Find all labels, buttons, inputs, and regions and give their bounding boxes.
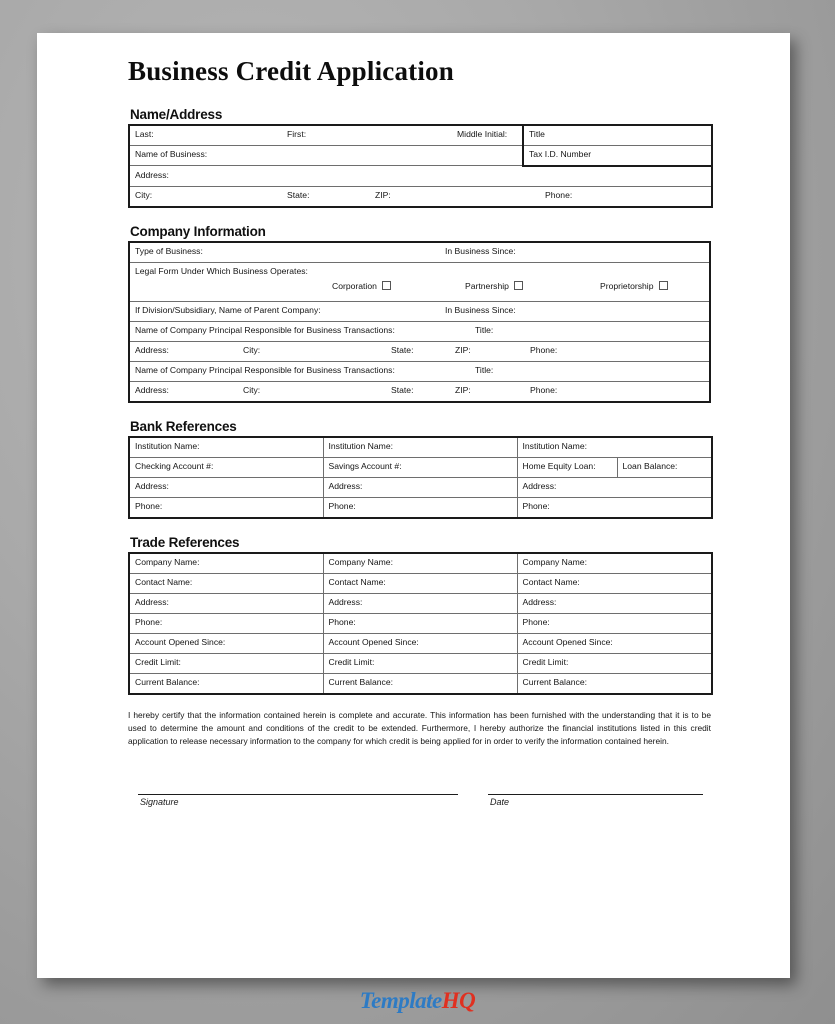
- cell-trade-2-balance[interactable]: [323, 673, 517, 694]
- label-principal-1-city: City:: [243, 344, 261, 355]
- label-principal-1-title: Title:: [475, 324, 494, 335]
- logo-text-template: Template: [359, 988, 442, 1013]
- table-row: [129, 186, 712, 207]
- cell-trade-1-contact[interactable]: [129, 573, 323, 593]
- label-in-business-since: In Business Since:: [445, 245, 516, 256]
- cell-bank-1-phone[interactable]: [129, 497, 323, 518]
- label-principal-2: Name of Company Principal Responsible for Business Transactions:: [135, 364, 395, 375]
- cell-bank-2-institution[interactable]: [323, 437, 517, 458]
- cell-trade-3-address[interactable]: [517, 593, 712, 613]
- section-heading-company-information: Company Information: [130, 223, 266, 239]
- option-corporation-label: Corporation: [332, 280, 377, 291]
- cell-title[interactable]: [523, 125, 712, 146]
- label-trade-1-limit: Credit Limit:: [135, 656, 181, 667]
- label-name-of-business: Name of Business:: [135, 148, 208, 159]
- table-row: [129, 497, 712, 518]
- label-trade-2-address: Address:: [328, 596, 363, 607]
- bank-references-table: [128, 436, 713, 519]
- cell-bank-2-account[interactable]: [323, 457, 517, 477]
- label-trade-3-address: Address:: [522, 596, 557, 607]
- section-heading-trade-references: Trade References: [130, 534, 240, 550]
- label-principal-2-title: Title:: [475, 364, 494, 375]
- cell-trade-1-address[interactable]: [129, 593, 323, 613]
- cell-legal-form[interactable]: [129, 262, 710, 301]
- cell-trade-3-phone[interactable]: [517, 613, 712, 633]
- table-row: [129, 125, 712, 146]
- label-bank-1-institution: Institution Name:: [135, 440, 200, 451]
- table-row: [129, 613, 712, 633]
- label-last: Last:: [135, 128, 154, 139]
- label-checking-account: Checking Account #:: [135, 460, 214, 471]
- cell-loan-balance[interactable]: [617, 457, 712, 477]
- label-state: State:: [287, 189, 310, 200]
- label-middle-initial: Middle Initial:: [457, 128, 508, 139]
- cell-principal-1-address[interactable]: [129, 341, 710, 361]
- name-address-table: [128, 124, 713, 208]
- cell-trade-2-limit[interactable]: [323, 653, 517, 673]
- cell-trade-2-company[interactable]: [323, 553, 517, 574]
- option-partnership[interactable]: [465, 281, 523, 291]
- checkbox-partnership-icon[interactable]: [514, 281, 523, 290]
- label-savings-account: Savings Account #:: [328, 460, 402, 471]
- label-trade-1-opened: Account Opened Since:: [135, 636, 226, 647]
- date-label: Date: [490, 796, 510, 807]
- cell-type-of-business[interactable]: [129, 242, 710, 263]
- cell-bank-1-account[interactable]: [129, 457, 323, 477]
- label-bank-3-address: Address:: [522, 480, 557, 491]
- cell-person-names[interactable]: [129, 125, 523, 146]
- table-row: [129, 593, 712, 613]
- cell-principal-1[interactable]: [129, 321, 710, 341]
- cell-bank-3-address[interactable]: [517, 477, 712, 497]
- label-principal-1-zip: ZIP:: [455, 344, 471, 355]
- label-principal-2-address: Address:: [135, 384, 169, 395]
- cell-trade-1-phone[interactable]: [129, 613, 323, 633]
- cell-bank-1-address[interactable]: [129, 477, 323, 497]
- label-bank-3-institution: Institution Name:: [522, 440, 587, 451]
- label-principal-1-phone: Phone:: [530, 344, 558, 355]
- label-trade-2-company: Company Name:: [328, 556, 393, 567]
- cell-trade-2-phone[interactable]: [323, 613, 517, 633]
- table-row: [129, 242, 710, 263]
- document-page: [37, 33, 790, 978]
- cell-address[interactable]: [129, 166, 712, 187]
- label-bank-1-address: Address:: [135, 480, 169, 491]
- label-trade-2-balance: Current Balance:: [328, 676, 393, 687]
- cell-trade-2-opened[interactable]: [323, 633, 517, 653]
- label-city: City:: [135, 189, 153, 200]
- templatehq-logo: [0, 988, 835, 1014]
- label-trade-2-opened: Account Opened Since:: [328, 636, 419, 647]
- checkbox-corporation-icon[interactable]: [382, 281, 391, 290]
- label-bank-2-institution: Institution Name:: [328, 440, 393, 451]
- section-heading-bank-references: Bank References: [130, 418, 237, 434]
- cell-bank-3-phone[interactable]: [517, 497, 712, 518]
- label-first: First:: [287, 128, 307, 139]
- table-row: [129, 477, 712, 497]
- certification-text: I hereby certify that the information contained herein is complete and accurate. This information has been furnished with the understanding that it is to be used to determine the amount and conditions of the credit to be extended. Furthermore, I hereby authorize the financial institutions listed in this credit application to release necessary information to the company for which credit is being applied for in order to verify the information contained herein.: [128, 709, 711, 746]
- table-row: [129, 341, 710, 361]
- label-trade-1-company: Company Name:: [135, 556, 200, 567]
- label-trade-1-balance: Current Balance:: [135, 676, 200, 687]
- cell-bank-3-institution[interactable]: [517, 437, 712, 458]
- label-phone: Phone:: [545, 189, 573, 200]
- table-row: [129, 553, 712, 574]
- label-trade-3-contact: Contact Name:: [522, 576, 580, 587]
- label-trade-1-phone: Phone:: [135, 616, 163, 627]
- cell-home-equity-loan[interactable]: [517, 457, 617, 477]
- option-proprietorship[interactable]: [600, 281, 668, 291]
- label-loan-balance: Loan Balance:: [622, 460, 678, 471]
- label-trade-3-phone: Phone:: [522, 616, 550, 627]
- label-principal-2-zip: ZIP:: [455, 384, 471, 395]
- cell-trade-2-address[interactable]: [323, 593, 517, 613]
- cell-trade-1-opened[interactable]: [129, 633, 323, 653]
- signature-block: [128, 794, 711, 828]
- label-trade-3-balance: Current Balance:: [522, 676, 587, 687]
- cell-trade-1-company[interactable]: [129, 553, 323, 574]
- label-trade-3-company: Company Name:: [522, 556, 587, 567]
- table-row: [129, 145, 712, 166]
- trade-references-table: [128, 552, 713, 695]
- cell-trade-2-contact[interactable]: [323, 573, 517, 593]
- table-row: [129, 262, 710, 301]
- label-zip: ZIP:: [375, 189, 391, 200]
- option-proprietorship-label: Proprietorship: [600, 280, 654, 291]
- cell-bank-2-phone[interactable]: [323, 497, 517, 518]
- table-row: [129, 457, 712, 477]
- table-row: [129, 166, 712, 187]
- cell-trade-3-limit[interactable]: [517, 653, 712, 673]
- cell-business-name[interactable]: [129, 145, 523, 166]
- label-principal-2-phone: Phone:: [530, 384, 558, 395]
- label-principal-2-city: City:: [243, 384, 261, 395]
- company-information-table: [128, 241, 711, 403]
- table-row: [129, 321, 710, 341]
- cell-parent-company[interactable]: [129, 301, 710, 321]
- label-home-equity-loan: Home Equity Loan:: [522, 460, 596, 471]
- option-partnership-label: Partnership: [465, 280, 509, 291]
- label-principal-1: Name of Company Principal Responsible for Business Transactions:: [135, 324, 395, 335]
- signature-line[interactable]: [138, 794, 458, 795]
- cell-trade-3-contact[interactable]: [517, 573, 712, 593]
- table-row: [129, 381, 710, 402]
- section-heading-name-address: Name/Address: [130, 106, 223, 122]
- cell-trade-3-opened[interactable]: [517, 633, 712, 653]
- label-bank-3-phone: Phone:: [522, 500, 550, 511]
- label-trade-3-limit: Credit Limit:: [522, 656, 569, 667]
- cell-trade-1-balance[interactable]: [129, 673, 323, 694]
- label-trade-1-contact: Contact Name:: [135, 576, 193, 587]
- table-row: [129, 573, 712, 593]
- label-parent-in-business-since: In Business Since:: [445, 304, 516, 315]
- checkbox-proprietorship-icon[interactable]: [659, 281, 668, 290]
- cell-bank-2-address[interactable]: [323, 477, 517, 497]
- table-row: [129, 673, 712, 694]
- signature-label: Signature: [140, 796, 179, 807]
- label-principal-2-state: State:: [391, 384, 414, 395]
- label-type-of-business: Type of Business:: [135, 245, 203, 256]
- label-trade-2-limit: Credit Limit:: [328, 656, 375, 667]
- label-trade-3-opened: Account Opened Since:: [522, 636, 613, 647]
- label-parent-company: If Division/Subsidiary, Name of Parent Company:: [135, 304, 321, 315]
- cell-trade-3-balance[interactable]: [517, 673, 712, 694]
- document-content: [128, 57, 711, 828]
- label-principal-1-address: Address:: [135, 344, 169, 355]
- label-bank-2-address: Address:: [328, 480, 363, 491]
- label-bank-2-phone: Phone:: [328, 500, 356, 511]
- option-corporation[interactable]: [332, 281, 391, 291]
- label-legal-form: Legal Form Under Which Business Operates:: [135, 265, 308, 276]
- cell-principal-2[interactable]: [129, 361, 710, 381]
- label-trade-2-contact: Contact Name:: [328, 576, 386, 587]
- label-principal-1-state: State:: [391, 344, 414, 355]
- cell-bank-1-institution[interactable]: [129, 437, 323, 458]
- table-row: [129, 301, 710, 321]
- label-address: Address:: [135, 169, 169, 180]
- table-row: [129, 653, 712, 673]
- page-title: Business Credit Application: [128, 56, 454, 86]
- table-row: [129, 437, 712, 458]
- cell-tax-id[interactable]: [523, 145, 712, 166]
- table-row: [129, 361, 710, 381]
- label-trade-1-address: Address:: [135, 596, 169, 607]
- cell-city-state-zip-phone[interactable]: [129, 186, 712, 207]
- label-bank-1-phone: Phone:: [135, 500, 163, 511]
- label-title: Title: [529, 128, 545, 139]
- cell-principal-2-address[interactable]: [129, 381, 710, 402]
- logo-text-hq: HQ: [441, 988, 476, 1013]
- table-row: [129, 633, 712, 653]
- date-line[interactable]: [488, 794, 703, 795]
- label-tax-id-number: Tax I.D. Number: [529, 148, 592, 159]
- cell-trade-1-limit[interactable]: [129, 653, 323, 673]
- cell-trade-3-company[interactable]: [517, 553, 712, 574]
- label-trade-2-phone: Phone:: [328, 616, 356, 627]
